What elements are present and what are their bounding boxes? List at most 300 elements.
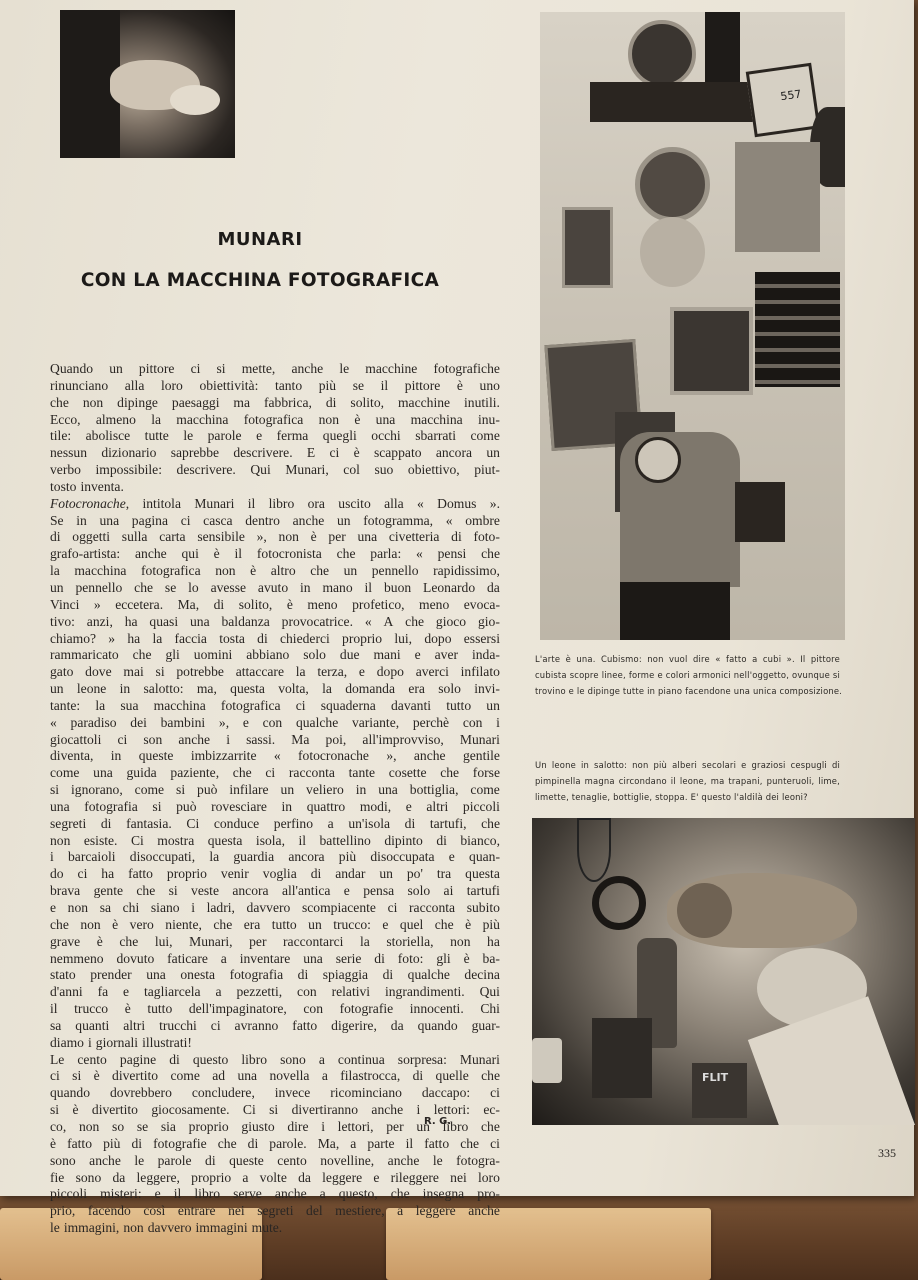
word: può <box>176 798 197 814</box>
text-line <box>50 1220 500 1237</box>
word: a <box>327 815 334 831</box>
word: fatto <box>292 1017 318 1033</box>
word: si <box>50 782 60 798</box>
word: ci <box>387 900 398 915</box>
word: segreti <box>50 815 87 831</box>
cubism-caption <box>535 651 843 699</box>
word: chi <box>122 900 140 915</box>
word: uscito <box>338 495 371 511</box>
word: paesaggi <box>171 394 220 410</box>
word: sua <box>120 697 139 713</box>
text-line <box>50 445 500 462</box>
word: mute. <box>251 1220 283 1236</box>
word: e <box>358 664 365 680</box>
word: ingrandimenti. <box>384 984 465 1000</box>
word: e <box>242 714 249 730</box>
text-line <box>50 765 500 782</box>
word: e <box>414 647 421 663</box>
text-line <box>50 1186 500 1203</box>
word: poi, <box>325 731 347 747</box>
word: libro <box>268 495 295 511</box>
word: stato <box>50 967 76 983</box>
word: è <box>456 377 463 393</box>
word: è <box>354 411 361 427</box>
word: ci <box>490 1135 500 1151</box>
word: infilato <box>460 664 500 680</box>
word: nei <box>228 1203 245 1219</box>
word: i <box>496 714 500 730</box>
text-line <box>50 748 500 765</box>
word: impossibile: <box>95 462 162 478</box>
word: fotografica <box>220 697 281 713</box>
word: dipinto <box>384 832 423 848</box>
word: andar <box>335 866 366 882</box>
word: mano <box>322 579 353 595</box>
word: fotogramma, <box>363 512 434 528</box>
word: ora <box>307 495 325 511</box>
word: si <box>72 1068 82 1084</box>
word: sa <box>99 900 112 915</box>
word: ci <box>190 361 201 376</box>
word: Ci <box>130 832 144 848</box>
word: dopo <box>424 630 452 646</box>
word: più <box>318 377 337 393</box>
word: da <box>487 579 500 595</box>
word: parte <box>367 1135 395 1151</box>
caption-line: Un leone in salotto: non più alberi secolari e graziosi cespugli di <box>535 760 840 770</box>
word: proprio <box>166 866 207 882</box>
word: dizionario <box>101 445 157 461</box>
word: mostra <box>157 832 195 848</box>
word: ricominciano <box>330 1085 402 1101</box>
text-line <box>50 664 500 681</box>
word: fotogra- <box>456 1152 500 1168</box>
text-line <box>50 412 500 429</box>
word: sensibile <box>197 529 245 545</box>
word: sono <box>50 1152 76 1168</box>
word: il <box>298 832 307 848</box>
word: Munari, <box>285 462 329 478</box>
word: pensa <box>363 883 395 899</box>
word: non <box>215 563 236 579</box>
text-line <box>50 546 500 563</box>
text-line <box>50 395 500 412</box>
text-line <box>50 934 500 951</box>
word: tutte <box>144 428 169 444</box>
word: divertito <box>112 1068 159 1084</box>
word: il <box>364 579 373 595</box>
word: e <box>373 1169 380 1185</box>
word: fotocronista <box>256 546 322 562</box>
word: ferma <box>276 428 309 444</box>
word: quasi <box>149 613 179 629</box>
word: davvero <box>246 900 291 915</box>
word: Se <box>50 512 64 528</box>
word: », <box>256 529 267 545</box>
word: ci <box>295 697 306 713</box>
word: inventare <box>239 950 291 966</box>
word: davvero <box>147 1220 192 1236</box>
word: di <box>310 866 322 882</box>
word: divertiranno <box>291 1102 359 1118</box>
word: inda- <box>471 647 500 663</box>
word: domanda <box>345 681 396 697</box>
text-line <box>50 866 500 883</box>
word: un <box>486 697 500 713</box>
word: da <box>298 1169 311 1185</box>
word: la <box>95 697 106 713</box>
word: solo <box>303 647 326 663</box>
word: a <box>321 1068 328 1084</box>
word: piut- <box>474 462 500 478</box>
text-line <box>50 1068 500 1085</box>
word: un <box>280 782 295 798</box>
word: una <box>378 782 398 798</box>
word: disoccupati, <box>129 849 196 865</box>
word: anche <box>178 731 211 747</box>
word: per <box>386 1118 404 1134</box>
word: col <box>343 462 360 478</box>
word: eccetera. <box>115 596 164 612</box>
word: che <box>434 916 454 932</box>
word: variante, <box>351 714 400 730</box>
word: anche <box>135 546 167 562</box>
word: che <box>134 579 154 595</box>
word: di <box>404 815 416 831</box>
word: serve <box>233 1186 262 1202</box>
word: barcaioli <box>68 849 116 865</box>
word: descrivere. <box>176 462 236 478</box>
word: una <box>99 512 120 528</box>
word: Domus <box>437 495 477 511</box>
word: Leonardo <box>423 579 476 595</box>
text-line <box>50 378 500 395</box>
word: gioco <box>435 613 467 629</box>
word: decina <box>464 967 500 983</box>
word: subito <box>466 900 500 915</box>
word: loro <box>477 1169 500 1185</box>
word: pagina <box>131 512 169 528</box>
word: « <box>445 512 453 528</box>
word: una <box>189 613 210 629</box>
word: la <box>50 563 60 579</box>
word: si <box>155 664 165 680</box>
word: anche <box>371 1102 404 1118</box>
word: pennello <box>75 579 123 595</box>
word: sono <box>280 1051 306 1067</box>
text-line <box>50 1035 500 1052</box>
word: Ma, <box>177 596 200 612</box>
word: storiella, <box>386 933 434 949</box>
word: Ecco, <box>50 411 81 427</box>
text-line <box>50 1170 500 1187</box>
word: libro <box>241 1051 268 1067</box>
word: è <box>463 950 470 966</box>
word: tante <box>348 765 376 781</box>
word: tosta <box>219 630 245 646</box>
word: uomini <box>193 647 233 663</box>
word: sassi. <box>246 731 276 747</box>
word: nessun <box>50 445 88 461</box>
word: leone <box>76 681 107 697</box>
word: Qui <box>250 462 271 478</box>
text-line <box>50 513 500 530</box>
word: rinunciano <box>50 377 109 393</box>
word: macchine <box>397 394 451 410</box>
word: volta, <box>278 681 309 697</box>
word: non <box>123 1220 144 1236</box>
word: ba- <box>482 950 500 966</box>
text-line <box>50 732 500 749</box>
word: facendo <box>87 1203 131 1219</box>
word: volte <box>259 1169 287 1185</box>
word: è <box>250 563 257 579</box>
word: i <box>87 1034 92 1050</box>
word: macchina <box>176 411 229 427</box>
word: obiettivo, <box>407 462 460 478</box>
word: innocenti. <box>409 1001 464 1017</box>
word: quanti <box>75 1017 110 1033</box>
word: squaderna <box>320 697 376 713</box>
word: parole <box>157 1152 192 1168</box>
word: casca <box>203 512 233 528</box>
word: saprebbe <box>170 445 220 461</box>
word: illustrati! <box>142 1034 192 1050</box>
word: modi, <box>359 798 392 814</box>
word: solito, <box>238 596 273 612</box>
word: suo <box>374 462 394 478</box>
word: Ma <box>291 731 310 747</box>
word: macchina <box>410 411 463 427</box>
word: di <box>412 1068 424 1084</box>
word: immagini, <box>63 1220 120 1236</box>
word: un <box>50 681 64 697</box>
word: Qui <box>479 984 500 1000</box>
article-title-line1: MUNARI <box>217 229 303 250</box>
word: terza, <box>317 664 348 680</box>
word: sorpresa: <box>397 1051 447 1067</box>
word: di <box>436 832 447 848</box>
word: lui, <box>154 933 173 949</box>
word: fantasia. <box>126 815 172 831</box>
word: dell'impaginatore, <box>188 1001 287 1017</box>
text-line <box>50 1001 500 1018</box>
word: faticare <box>167 950 208 966</box>
word: così <box>143 1203 166 1219</box>
word: all'improvviso, <box>362 731 444 747</box>
word: i <box>50 849 54 865</box>
word: » <box>108 630 116 646</box>
word: almeno <box>95 411 136 427</box>
word: occhi <box>371 428 401 444</box>
word: i <box>321 1118 325 1134</box>
word: avuto <box>257 579 289 595</box>
word: la <box>359 933 370 949</box>
text-line <box>50 715 500 732</box>
word: raccontarci <box>283 933 344 949</box>
word: proprio <box>191 1169 232 1185</box>
word: sbarrati <box>415 428 456 444</box>
word: ci <box>490 1085 500 1101</box>
word: Munari <box>459 1051 500 1067</box>
word: imbizzarrite <box>190 748 257 764</box>
word: macchina <box>74 563 127 579</box>
word: lo <box>188 579 199 595</box>
word: altri <box>123 1017 146 1033</box>
word: libro <box>442 1118 469 1134</box>
word: scompiacente <box>301 900 376 915</box>
word: rammaricato <box>50 647 119 663</box>
word: due <box>339 647 360 663</box>
word: il <box>380 377 389 393</box>
word: i <box>226 731 230 747</box>
word: come <box>170 1068 200 1084</box>
word: del <box>306 1203 323 1219</box>
word: con <box>462 714 483 730</box>
word: dovrebbero <box>109 1085 172 1101</box>
text-line <box>50 849 500 866</box>
word: mette, <box>241 361 276 376</box>
word: questo <box>192 1051 229 1067</box>
text-line <box>50 799 500 816</box>
word: le <box>183 428 194 444</box>
text-line <box>50 462 500 479</box>
word: e <box>123 984 130 1000</box>
word: cento <box>77 1051 107 1067</box>
word: parole. <box>269 1135 307 1151</box>
word: dentro <box>245 512 280 528</box>
word: si <box>269 1102 279 1118</box>
word: chiederci <box>279 630 330 646</box>
word: anche <box>413 748 446 764</box>
word: non <box>318 411 340 427</box>
word: fatto <box>67 1135 93 1151</box>
word: è <box>124 1001 131 1017</box>
word: gli <box>165 647 180 663</box>
word: dei <box>130 714 147 730</box>
word: ma, <box>196 681 217 697</box>
word: cento <box>277 1152 307 1168</box>
word: come <box>134 782 165 798</box>
word: che <box>481 1118 500 1134</box>
word: carta <box>159 529 186 545</box>
word: una <box>357 529 378 545</box>
word: veliero <box>306 782 344 798</box>
word: inventa. <box>80 478 124 494</box>
word: inu- <box>477 411 500 427</box>
word: ad <box>212 1068 226 1084</box>
word: oggetti <box>72 529 111 545</box>
word: e <box>343 883 350 899</box>
text-line <box>50 883 500 900</box>
word: dire <box>287 1118 309 1134</box>
word: ha <box>487 933 500 949</box>
word: attaccare <box>235 664 284 680</box>
caption-line: cubista scopre linee, forme e colori armonici nell'oggetto, ovunque si <box>535 670 840 680</box>
word: dovuto <box>116 950 155 966</box>
word: qui <box>181 546 199 562</box>
word: per <box>249 933 267 949</box>
word: che <box>310 563 330 579</box>
word: è <box>213 546 220 562</box>
word: in <box>110 748 122 764</box>
word: racconta <box>409 900 456 915</box>
text-line <box>50 967 500 984</box>
word: il <box>247 495 256 511</box>
word: insegna <box>422 1186 465 1202</box>
book-title-italic: Fotocronache <box>50 495 126 511</box>
hands-photo <box>60 10 235 158</box>
word: grafo-artista: <box>50 546 121 562</box>
word: avesse <box>210 579 247 595</box>
word: avranno <box>234 1017 279 1033</box>
word: fotografia <box>229 967 284 983</box>
word: che <box>460 1135 480 1151</box>
text-line <box>50 1136 500 1153</box>
word: non <box>78 1118 100 1134</box>
word: onesta <box>180 967 216 983</box>
word: se <box>136 1118 149 1134</box>
word: a <box>350 1135 357 1151</box>
word: fotocronache <box>298 748 369 764</box>
word: siano <box>150 900 180 915</box>
word: a <box>319 1186 326 1202</box>
word: tile: <box>50 428 72 444</box>
text-line <box>50 681 500 698</box>
word: i <box>191 900 195 915</box>
word: qualche <box>295 714 339 730</box>
article-title-line2: CON LA MACCHINA FOTOGRAFICA <box>80 270 440 291</box>
word: niente, <box>165 916 202 932</box>
word: è <box>310 529 317 545</box>
word: si <box>50 1102 60 1118</box>
word: di <box>205 1152 216 1168</box>
word: altri <box>426 798 449 814</box>
word: fabbrica, <box>263 394 312 410</box>
word: quelle <box>435 1068 469 1084</box>
lion-caption <box>535 757 840 805</box>
word: è <box>50 1135 57 1151</box>
word: dopo <box>376 664 404 680</box>
word: intitola <box>142 495 181 511</box>
word: anche <box>387 1152 420 1168</box>
word: novelline, <box>320 1152 375 1168</box>
word: », <box>386 748 397 764</box>
word: rovesciare <box>211 798 267 814</box>
word: tutto <box>271 916 297 932</box>
word: guar- <box>471 1017 500 1033</box>
word: Vinci <box>50 596 80 612</box>
word: fa <box>97 984 109 1000</box>
word: divertito <box>91 1102 138 1118</box>
word: in <box>300 579 311 595</box>
word: un <box>486 445 500 461</box>
word: misteri: <box>100 1186 142 1202</box>
word: ». <box>489 495 500 511</box>
word: si <box>176 782 186 798</box>
word: sia <box>160 1118 176 1134</box>
word: giocattoli <box>50 731 102 747</box>
word: « <box>273 748 281 764</box>
author-signature: R. G. <box>424 1116 452 1127</box>
word: in <box>76 512 87 528</box>
word: più <box>103 1135 121 1151</box>
word: bottiglia, <box>409 782 459 798</box>
word: verbo <box>50 462 81 478</box>
word: fotografie <box>339 1001 394 1017</box>
word: questa <box>207 832 243 848</box>
word: mestiere, <box>335 1203 385 1219</box>
